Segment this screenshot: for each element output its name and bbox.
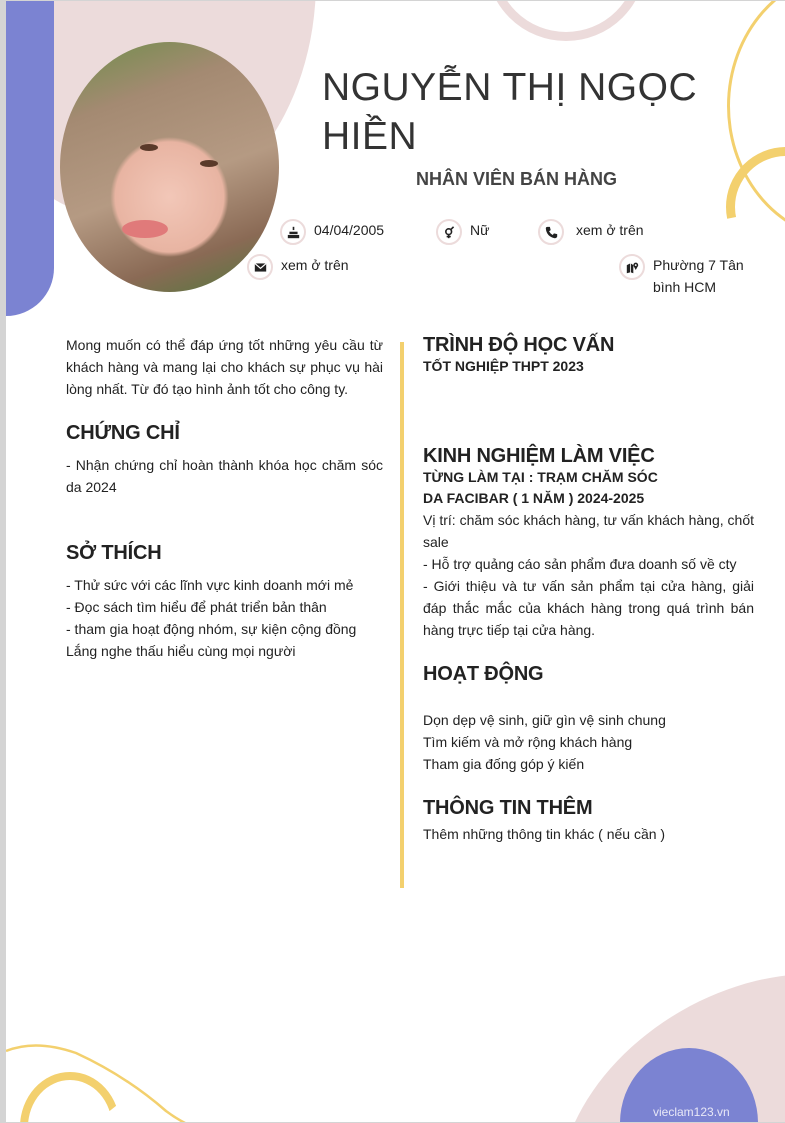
candidate-name: NGUYỄN THỊ NGỌC HIỀN (322, 66, 698, 158)
section-title-hobbies: SỞ THÍCH (66, 542, 162, 564)
photo-eye (140, 144, 158, 151)
photo-lips (122, 220, 168, 238)
experience-company-line2: DA FACIBAR ( 1 NĂM ) 2024-2025 (423, 490, 645, 506)
brand-watermark[interactable]: vieclam123.vn (653, 1105, 730, 1119)
decor-pink-ring (486, 1, 646, 41)
activity-item: Tìm kiếm và mở rộng khách hàng (423, 734, 633, 750)
experience-item: - Hỗ trợ quảng cáo sản phẩm đưa doanh số về cty (423, 556, 737, 572)
section-title-activities: HOẠT ĐỘNG (423, 663, 544, 685)
experience-item: - Giới thiệu và tư vấn sản phẩm tại cửa hàng, giải đáp thắc mắc của khách hàng trong quá trình bán hàng trực tiếp tại cửa hàng. (423, 578, 754, 638)
career-objective: Mong muốn có thể đáp ứng tốt những yêu cầu từ khách hàng và mang lại cho khách sự phục vụ hài lòng nhất. Từ đó tạo hình ảnh tốt cho công ty. (66, 337, 383, 397)
hobby-item: - tham gia hoạt động nhóm, sự kiện cộng đồng (66, 621, 357, 637)
right-column (423, 334, 754, 845)
gender-icon (436, 219, 462, 245)
cv-page (6, 1, 785, 1122)
phone-value: xem ở trên (576, 222, 644, 238)
contact-address (619, 254, 759, 298)
section-title-additional: THÔNG TIN THÊM (423, 797, 593, 819)
activity-item: Tham gia đống góp ý kiến (423, 756, 585, 772)
left-column (66, 334, 383, 662)
decor-yellow-arc (726, 147, 785, 267)
hobby-item: - Thử sức với các lĩnh vực kinh doanh mới mẻ (66, 577, 354, 593)
contact-gender (436, 219, 489, 245)
certificate-item: - Nhận chứng chỉ hoàn thành khóa học chăm sóc da 2024 (66, 457, 383, 495)
email-value: xem ở trên (281, 257, 349, 273)
hobbies-list (66, 574, 383, 662)
contact-email (247, 254, 349, 280)
birthday-cake-icon (280, 219, 306, 245)
experience-item: Vị trí: chăm sóc khách hàng, tư vấn khách hàng, chốt sale (423, 512, 754, 550)
section-title-certificates: CHỨNG CHỈ (66, 422, 180, 444)
address-value: Phường 7 Tân bình HCM (653, 257, 744, 295)
education-detail: TỐT NGHIỆP THPT 2023 (423, 358, 584, 374)
additional-text: Thêm những thông tin khác ( nếu cần ) (423, 826, 666, 842)
section-title-experience: KINH NGHIỆM LÀM VIỆC (423, 445, 655, 467)
contact-phone (538, 219, 644, 245)
decor-purple-bar (6, 1, 54, 316)
hobby-item: - Đọc sách tìm hiểu để phát triển bản thân (66, 599, 327, 615)
phone-icon (538, 219, 564, 245)
birthday-value: 04/04/2005 (314, 222, 385, 238)
hobby-item: Lắng nghe thấu hiểu cùng mọi người (66, 643, 296, 659)
contact-birthday (280, 219, 384, 245)
activities-list (423, 709, 754, 775)
section-title-education: TRÌNH ĐỘ HỌC VẤN (423, 334, 615, 356)
activity-item: Dọn dẹp vệ sinh, giữ gìn vệ sinh chung (423, 712, 666, 728)
map-location-icon (619, 254, 645, 280)
email-icon (247, 254, 273, 280)
column-divider (400, 342, 404, 888)
job-title: NHÂN VIÊN BÁN HÀNG (416, 169, 618, 189)
photo-eye (200, 160, 218, 167)
experience-company-line1: TỪNG LÀM TẠI : TRẠM CHĂM SÓC (423, 469, 658, 485)
gender-value: Nữ (470, 222, 490, 238)
